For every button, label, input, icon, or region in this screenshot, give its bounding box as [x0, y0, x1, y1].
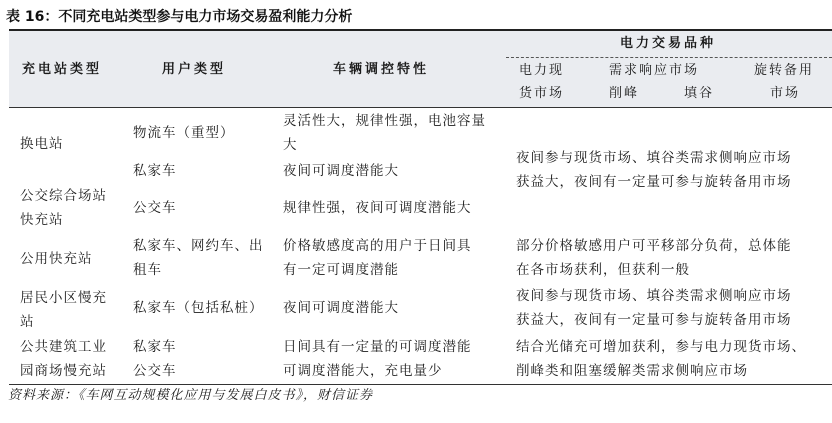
station-residential-line2: 站 — [20, 314, 35, 330]
station-public-building-line2: 园商场慢充站 — [20, 363, 107, 379]
vehicle-feature-5: 夜间可调度潜能大 — [283, 300, 399, 316]
source-note: 资料来源：《车网互动规模化应用与发展白皮书》，财信证券 — [8, 388, 374, 403]
vehicle-feature-1-line1: 灵活性大，规律性强，电池容量 — [283, 113, 486, 129]
header-spot-market-line2: 货市场 — [519, 86, 565, 101]
table-title: 表 16：不同充电站类型参与电力市场交易盈利能力分析 — [6, 9, 353, 25]
user-private-pile: 私家车（包括私桩） — [133, 300, 264, 316]
header-spot-market-line1: 电力现 — [519, 63, 565, 78]
header-station-type: 充电站类型 — [22, 62, 103, 77]
vehicle-feature-4-line2: 有一定可调度潜能 — [283, 262, 399, 278]
header-peak-shaving: 削峰 — [609, 86, 640, 101]
user-logistics: 物流车（重型） — [133, 125, 235, 141]
header-rule — [9, 107, 832, 108]
station-residential-line1: 居民小区慢充 — [20, 290, 107, 306]
header-demand-response: 需求响应市场 — [609, 63, 700, 78]
header-vehicle-feature: 车辆调控特性 — [333, 62, 430, 77]
profit-4-line2: 削峰类和阻塞缓解类需求侧响应市场 — [516, 363, 748, 379]
profit-3-line2: 获益大，夜间有一定量可参与旋转备用市场 — [516, 312, 792, 328]
vehicle-feature-6-line2: 可调度潜能大，充电量少 — [283, 363, 443, 379]
vehicle-feature-6-line1: 日间具有一定量的可调度潜能 — [283, 339, 472, 355]
user-mixed-line1: 私家车、网约车、出 — [133, 238, 264, 254]
user-bus-1: 公交车 — [133, 200, 177, 216]
station-public-building-line1: 公共建筑工业 — [20, 339, 107, 355]
vehicle-feature-3: 规律性强，夜间可调度潜能大 — [283, 200, 472, 216]
user-bus-2: 公交车 — [133, 363, 177, 379]
header-trading-group: 电力交易品种 — [620, 36, 717, 51]
station-bus-line1: 公交综合场站 — [20, 188, 107, 204]
vehicle-feature-1-line2: 大 — [283, 137, 298, 153]
header-reserve-line1: 旋转备用 — [754, 63, 815, 78]
user-private-2: 私家车 — [133, 339, 177, 355]
station-public-fast: 公用快充站 — [20, 251, 93, 267]
header-valley-filling: 填谷 — [684, 86, 715, 101]
profit-3-line1: 夜间参与现货市场、填谷类需求侧响应市场 — [516, 288, 792, 304]
user-private-1: 私家车 — [133, 163, 177, 179]
profit-1-line2: 获益大，夜间有一定量可参与旋转备用市场 — [516, 174, 792, 190]
station-bus-line2: 快充站 — [20, 212, 64, 228]
profit-4-line1: 结合光储充可增加获利，参与电力现货市场、 — [516, 339, 806, 355]
station-swap: 换电站 — [20, 136, 64, 152]
profit-2-line2: 在各市场获利，但获利一般 — [516, 262, 690, 278]
vehicle-feature-4-line1: 价格敏感度高的用户于日间具 — [283, 238, 472, 254]
user-mixed-line2: 租车 — [133, 262, 162, 278]
profit-2-line1: 部分价格敏感用户可平移部分负荷，总体能 — [516, 238, 792, 254]
header-user-type: 用户类型 — [162, 62, 227, 77]
header-reserve-line2: 市场 — [770, 86, 801, 101]
profit-1-line1: 夜间参与现货市场、填谷类需求侧响应市场 — [516, 150, 792, 166]
vehicle-feature-2: 夜间可调度潜能大 — [283, 163, 399, 179]
